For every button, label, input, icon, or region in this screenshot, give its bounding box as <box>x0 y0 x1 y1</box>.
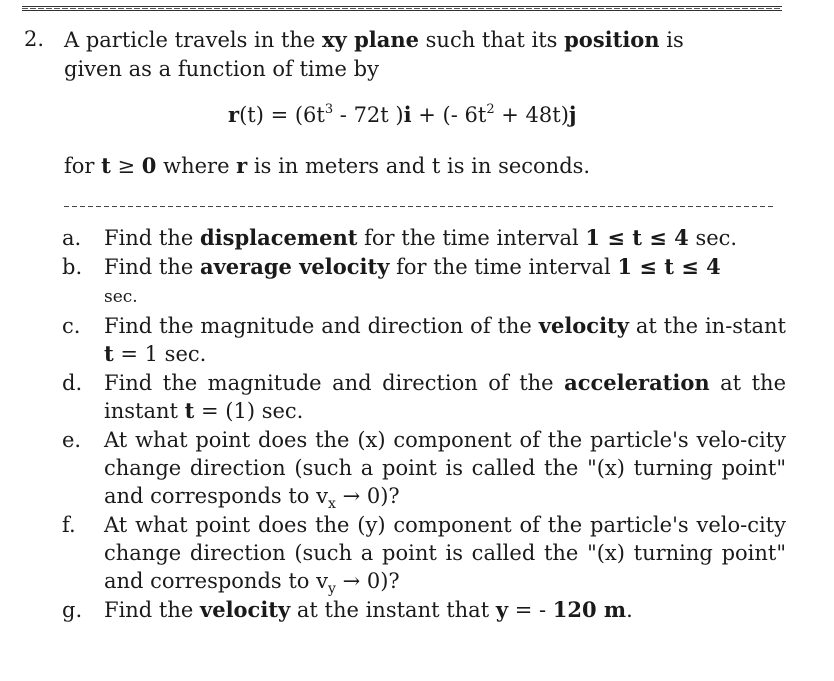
part-f <box>62 511 786 595</box>
part-bold-term: velocity <box>200 597 291 622</box>
part-bold-term: velocity <box>538 313 629 338</box>
equation-exponent: 3 <box>324 102 334 117</box>
part-letter: d. <box>62 371 83 395</box>
intro-text: A particle travels in the <box>64 28 323 52</box>
part-text-segment: sec. <box>688 226 738 250</box>
part-text-segment: Find the <box>104 598 200 622</box>
part-text <box>104 369 786 425</box>
part-text-segment: Find the magnitude and direction of the <box>104 314 539 338</box>
condition-line <box>64 151 794 181</box>
intro-text: such that its <box>418 28 565 52</box>
part-letter: e. <box>62 428 82 452</box>
intro-bold-position: position <box>564 27 660 52</box>
part-bold-term: 120 m <box>552 597 627 622</box>
part-text-segment: Find the magnitude and direction of the <box>104 371 565 395</box>
problem-intro <box>64 25 744 84</box>
part-bold-term: displacement <box>200 225 358 250</box>
part-text-segment: at the in-stant <box>628 314 786 338</box>
problem-statement <box>24 25 794 181</box>
part-bold-term: acceleration <box>564 370 710 395</box>
part-text <box>104 253 786 311</box>
part-letter: g. <box>62 598 83 622</box>
equation-unit-i: i <box>403 102 412 127</box>
part-g <box>62 596 786 624</box>
part-bold-term: t <box>104 341 114 366</box>
question-parts <box>62 224 786 625</box>
condition-text: where <box>156 154 237 178</box>
condition-text: is in meters and t is in seconds. <box>247 154 591 178</box>
condition-text: for <box>64 154 102 178</box>
problem-number: 2. <box>24 27 45 51</box>
part-bold-term: 1 ≤ t ≤ 4 <box>617 254 721 279</box>
part-text-segment: . <box>626 598 633 622</box>
part-text <box>104 426 786 510</box>
part-letter: c. <box>62 314 81 338</box>
part-text-segment: = (1) sec. <box>194 399 304 423</box>
part-text-segment: Find the <box>104 226 200 250</box>
part-text-segment: sec. <box>104 287 138 307</box>
part-text-segment: at the instant that <box>290 598 496 622</box>
top-double-rule <box>22 6 782 11</box>
condition-bold: t <box>101 153 111 178</box>
position-equation <box>228 100 794 130</box>
velocity-subscript: x <box>327 496 336 512</box>
equation-part: (t) = (6t <box>239 103 325 127</box>
equation-part: + 48t) <box>494 103 569 127</box>
part-text <box>104 596 786 624</box>
part-text <box>104 511 786 595</box>
condition-bold: r <box>236 153 248 178</box>
part-text-segment: = 1 sec. <box>113 342 207 366</box>
condition-text: ≥ <box>110 154 142 178</box>
part-a <box>62 224 786 252</box>
part-letter: b. <box>62 255 83 279</box>
intro-bold-xy-plane: xy plane <box>322 27 419 52</box>
intro-text: is given as a function of time by <box>64 28 684 81</box>
part-letter: a. <box>62 226 82 250</box>
equation-exponent: 2 <box>486 102 495 117</box>
part-c <box>62 312 786 368</box>
part-bold-term: t <box>184 398 195 423</box>
equation-r: r <box>228 102 240 127</box>
condition-bold: 0 <box>141 153 157 178</box>
part-b <box>62 253 786 311</box>
part-d <box>62 369 786 425</box>
part-text <box>104 312 786 368</box>
equation-unit-j: j <box>568 102 577 127</box>
part-text-segment: Find the <box>104 255 200 279</box>
part-text-segment: At what point does the (x) component of the particle's velo-city change direction (such a point is called the "(x) turning point" and corresponds to v <box>104 428 786 508</box>
part-e <box>62 426 786 510</box>
part-bold-term: average velocity <box>200 254 390 279</box>
equation-part: + (- 6t <box>411 103 487 127</box>
part-text-segment: At what point does the (y) component of the particle's velo-city change direction (such a point is called the "(x) turning point" and corresponds to v <box>104 513 786 593</box>
part-text-segment: → 0)? <box>335 484 400 508</box>
part-bold-term: y <box>495 597 509 622</box>
part-letter: f. <box>62 513 76 537</box>
dashed-divider <box>64 206 776 207</box>
velocity-subscript: y <box>327 581 336 597</box>
equation-part: - 72t ) <box>333 103 404 127</box>
part-text-segment: for the time interval <box>357 226 586 250</box>
part-text-segment: at the instant <box>104 371 786 423</box>
part-text-segment: = - <box>508 598 553 622</box>
part-text-segment: → 0)? <box>335 569 400 593</box>
part-text-segment: for the time interval <box>389 255 618 279</box>
part-bold-term: 1 ≤ t ≤ 4 <box>585 225 689 250</box>
part-text <box>104 224 786 252</box>
